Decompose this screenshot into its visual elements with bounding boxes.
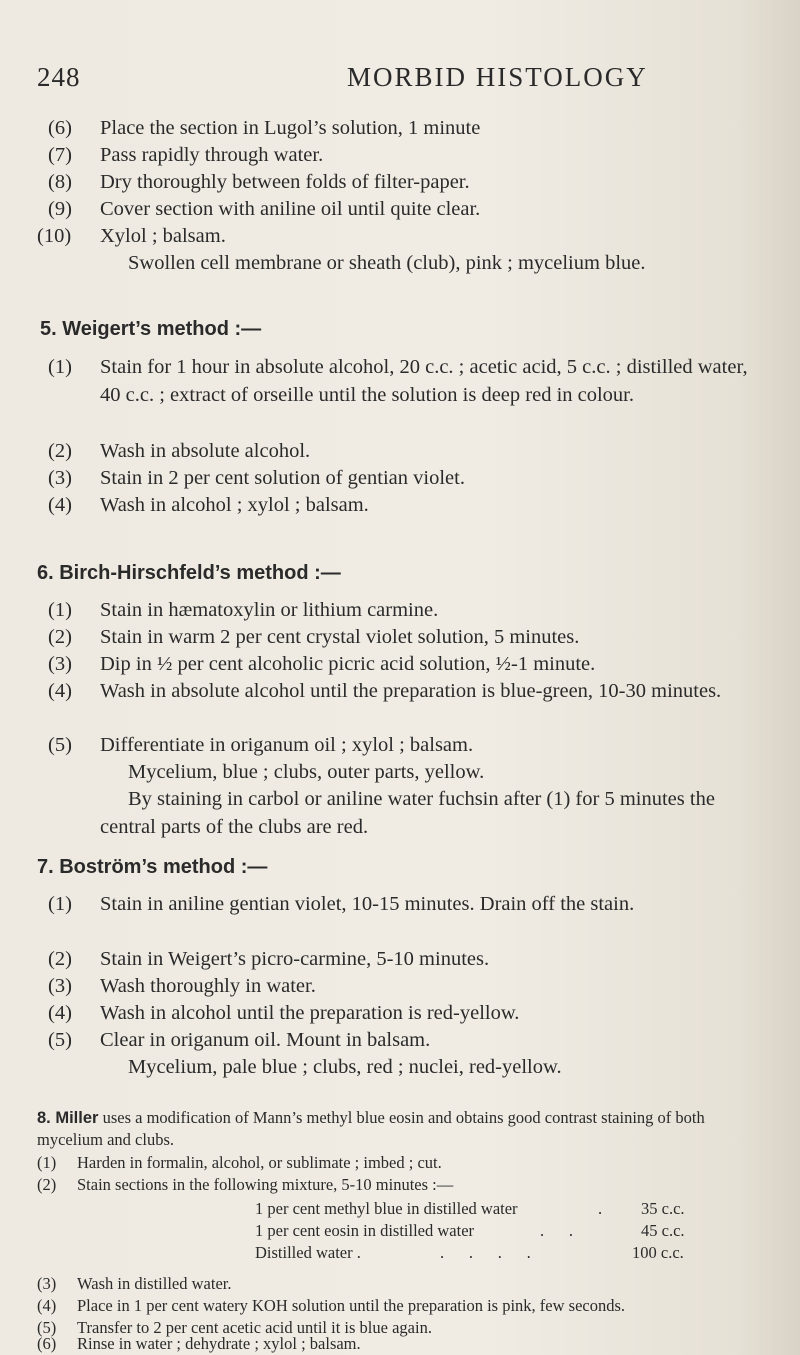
step-text: Stain in hæmatoxylin or lithium carmine. xyxy=(100,599,439,621)
step-number: (2) xyxy=(48,440,72,462)
step-text: Differentiate in origanum oil ; xylol ; balsam. xyxy=(100,734,474,756)
mixture-row xyxy=(0,1199,800,1221)
weigert-heading: 5. Weigert’s method :— xyxy=(40,318,262,340)
step-text: Stain in 2 per cent solution of gentian violet. xyxy=(100,467,465,489)
page-header xyxy=(37,62,737,102)
bostrom-heading: 7. Boström’s method :— xyxy=(37,856,268,878)
step-text: Wash in alcohol until the preparation is red-yellow. xyxy=(100,1002,520,1024)
miller-intro-text: uses a modification of Mann’s methyl blue eosin and obtains good contrast staining of both mycelium and clubs. xyxy=(37,1108,705,1149)
step-text: Dry thoroughly between folds of filter-paper. xyxy=(100,171,470,193)
step-number: (3) xyxy=(48,467,72,489)
mixture-item: 1 per cent eosin in distilled water xyxy=(255,1221,475,1240)
step-number: (1) xyxy=(48,599,72,621)
step-number: (9) xyxy=(48,198,72,220)
step-text: Pass rapidly through water. xyxy=(100,144,324,166)
step-text: Clear in origanum oil. Mount in balsam. xyxy=(100,1029,431,1051)
step-text: Stain for 1 hour in absolute alcohol, 20 c.c. ; acetic acid, 5 c.c. ; distilled water, 40 c.c. ; extract of orseille until the solution is deep red in colour. xyxy=(100,356,748,406)
step-number: (5) xyxy=(37,1318,57,1337)
step-number: (2) xyxy=(48,948,72,970)
step-number: (4) xyxy=(48,494,72,516)
step-number: (1) xyxy=(37,1153,57,1172)
running-title: MORBID HISTOLOGY xyxy=(347,62,648,92)
step-number: (2) xyxy=(48,626,72,648)
step-text: Cover section with aniline oil until quite clear. xyxy=(100,198,481,220)
step-number: (7) xyxy=(48,144,72,166)
step-text: Harden in formalin, alcohol, or sublimate ; imbed ; cut. xyxy=(77,1153,442,1172)
step-text: Stain in warm 2 per cent crystal violet solution, 5 minutes. xyxy=(100,626,580,648)
step-text: Stain in aniline gentian violet, 10-15 minutes. Drain off the stain. xyxy=(100,893,635,915)
step-text: Place in 1 per cent watery KOH solution until the preparation is pink, few seconds. xyxy=(77,1296,626,1315)
page-number: 248 xyxy=(37,62,81,92)
bostrom-note: Mycelium, pale blue ; clubs, red ; nuclei, red-yellow. xyxy=(128,1056,562,1078)
step-text: Transfer to 2 per cent acetic acid until it is blue again. xyxy=(77,1318,432,1337)
step-number: (4) xyxy=(48,1002,72,1024)
step-text: Rinse in water ; dehydrate ; xylol ; balsam. xyxy=(77,1334,361,1353)
step-number: (5) xyxy=(48,734,72,756)
mixture-row xyxy=(0,1221,800,1243)
step-number: (6) xyxy=(48,117,72,139)
step-number: (1) xyxy=(48,893,72,915)
step-text: Wash in absolute alcohol. xyxy=(100,440,311,462)
mixture-dots: . . . . xyxy=(440,1243,531,1262)
miller-heading: 8. Miller xyxy=(37,1109,99,1127)
top-note: Swollen cell membrane or sheath (club), pink ; mycelium blue. xyxy=(128,252,646,274)
step-text: Wash in absolute alcohol until the preparation is blue-green, 10-30 minutes. xyxy=(100,680,722,702)
step-number: (4) xyxy=(48,680,72,702)
mixture-amount: 100 c.c. xyxy=(632,1243,684,1262)
mixture-row xyxy=(0,1243,800,1265)
step-text: Wash in distilled water. xyxy=(77,1274,232,1293)
birch-note-fuchsin: By staining in carbol or aniline water fuchsin after (1) for 5 minutes the central parts of the clubs are red. xyxy=(100,788,715,838)
step-text: Wash thoroughly in water. xyxy=(100,975,316,997)
step-text: Stain in Weigert’s picro-carmine, 5-10 minutes. xyxy=(100,948,490,970)
step-text: Wash in alcohol ; xylol ; balsam. xyxy=(100,494,369,516)
mixture-dots: . . xyxy=(540,1221,573,1240)
step-number: (3) xyxy=(48,975,72,997)
mixture-amount: 45 c.c. xyxy=(641,1221,685,1240)
step-text: Xylol ; balsam. xyxy=(100,225,226,247)
step-number: (5) xyxy=(48,1029,72,1051)
mixture-item: 1 per cent methyl blue in distilled water xyxy=(255,1199,518,1218)
step-number: (6) xyxy=(37,1334,57,1353)
step-number: (4) xyxy=(37,1296,57,1315)
mixture-dots: . xyxy=(598,1199,603,1218)
step-text: Stain sections in the following mixture, 5-10 minutes :— xyxy=(77,1175,454,1194)
step-text: Place the section in Lugol’s solution, 1 minute xyxy=(100,117,481,139)
mixture-amount: 35 c.c. xyxy=(641,1199,685,1218)
step-number: (3) xyxy=(37,1274,57,1293)
step-number: (10) xyxy=(37,225,72,247)
step-number: (8) xyxy=(48,171,72,193)
step-number: (3) xyxy=(48,653,72,675)
birch-heading: 6. Birch-Hirschfeld’s method :— xyxy=(37,562,341,584)
mixture-item: Distilled water . xyxy=(255,1243,361,1262)
birch-note-colours: Mycelium, blue ; clubs, outer parts, yellow. xyxy=(128,761,485,783)
step-number: (2) xyxy=(37,1175,57,1194)
step-number: (1) xyxy=(48,356,72,378)
step-text: Dip in ½ per cent alcoholic picric acid solution, ½-1 minute. xyxy=(100,653,596,675)
